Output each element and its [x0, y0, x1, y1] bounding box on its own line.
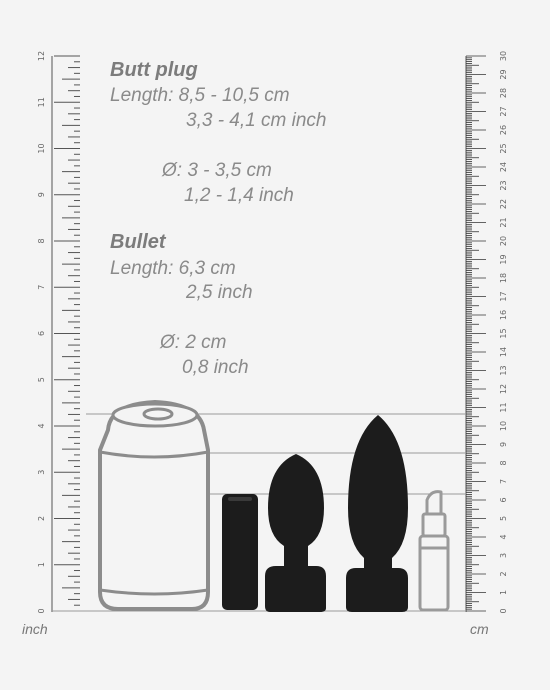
bullet-vibrator-icon: [222, 494, 258, 610]
cm-tick-label: 22: [499, 198, 508, 210]
cm-unit-label: cm: [470, 621, 489, 637]
cm-tick-label: 11: [499, 402, 508, 413]
cm-tick-label: 2: [499, 571, 508, 577]
cm-tick-label: 25: [499, 143, 508, 154]
large-butt-plug-icon: [346, 415, 408, 612]
cm-ruler: [466, 51, 508, 637]
cm-tick-label: 17: [499, 291, 508, 302]
cm-tick-label: 12: [499, 383, 508, 395]
cm-tick-label: 20: [499, 235, 508, 247]
inch-tick-label: 6: [37, 330, 46, 337]
cm-tick-label: 9: [499, 441, 508, 448]
inch-tick-label: 11: [37, 97, 46, 108]
spec-text: [110, 59, 326, 378]
cm-tick-label: 21: [499, 217, 508, 228]
small-butt-plug-icon: [265, 454, 326, 612]
cm-ruler-labels: [499, 51, 508, 614]
cm-tick-label: 13: [499, 365, 508, 376]
inch-tick-label: 1: [37, 562, 46, 568]
cm-tick-label: 0: [499, 608, 508, 614]
inch-tick-label: 5: [37, 377, 46, 383]
cm-tick-label: 10: [499, 420, 508, 432]
cm-tick-label: 16: [499, 309, 508, 321]
cm-tick-label: 29: [499, 69, 508, 80]
cm-tick-label: 26: [499, 124, 508, 136]
cm-tick-label: 30: [499, 50, 508, 62]
cm-tick-label: 1: [499, 589, 508, 596]
inch-tick-label: 10: [37, 143, 46, 154]
cm-tick-label: 19: [499, 254, 508, 265]
inch-tick-label: 8: [37, 238, 46, 244]
cm-ruler-ticks: [466, 56, 486, 611]
cm-tick-label: 6: [499, 497, 508, 503]
inch-ruler: [22, 51, 80, 637]
bullet-title: Bullet: [110, 231, 166, 253]
bullet-length-inch: 2,5 inch: [186, 282, 253, 303]
butt-plug-title: Butt plug: [110, 59, 198, 81]
lipstick-icon: [420, 492, 448, 610]
butt-plug-length-cm: Length: 8,5 - 10,5 cm: [110, 85, 290, 106]
inch-tick-label: 2: [37, 515, 46, 522]
cm-tick-label: 5: [499, 515, 508, 522]
inch-tick-label: 4: [37, 423, 46, 429]
butt-plug-length-inch: 3,3 - 4,1 cm inch: [186, 110, 327, 131]
butt-plug-diameter-inch: 1,2 - 1,4 inch: [184, 185, 294, 206]
cm-tick-label: 24: [499, 161, 508, 173]
inch-tick-label: 12: [37, 50, 46, 62]
cm-tick-label: 27: [499, 106, 508, 117]
bullet-diameter-cm: Ø: 2 cm: [160, 332, 227, 353]
soda-can-icon: [100, 402, 208, 609]
butt-plug-diameter-cm: Ø: 3 - 3,5 cm: [162, 160, 272, 181]
inch-ruler-ticks: [54, 56, 80, 611]
cm-tick-label: 3: [499, 552, 508, 559]
inch-tick-label: 3: [37, 469, 46, 475]
cm-tick-label: 8: [499, 460, 508, 466]
cm-tick-label: 18: [499, 272, 508, 284]
bullet-diameter-inch: 0,8 inch: [182, 357, 249, 378]
inch-ruler-labels: [37, 51, 46, 614]
cm-tick-label: 15: [499, 328, 508, 339]
cm-tick-label: 28: [499, 87, 508, 99]
inch-tick-label: 7: [37, 284, 46, 290]
inch-tick-label: 9: [37, 192, 46, 198]
cm-tick-label: 23: [499, 180, 508, 191]
bullet-length-cm: Length: 6,3 cm: [110, 258, 236, 279]
cm-tick-label: 14: [499, 346, 508, 358]
inch-tick-label: 0: [37, 608, 46, 614]
inch-unit-label: inch: [22, 621, 48, 637]
cm-tick-label: 4: [499, 534, 508, 540]
cm-tick-label: 7: [499, 478, 508, 485]
